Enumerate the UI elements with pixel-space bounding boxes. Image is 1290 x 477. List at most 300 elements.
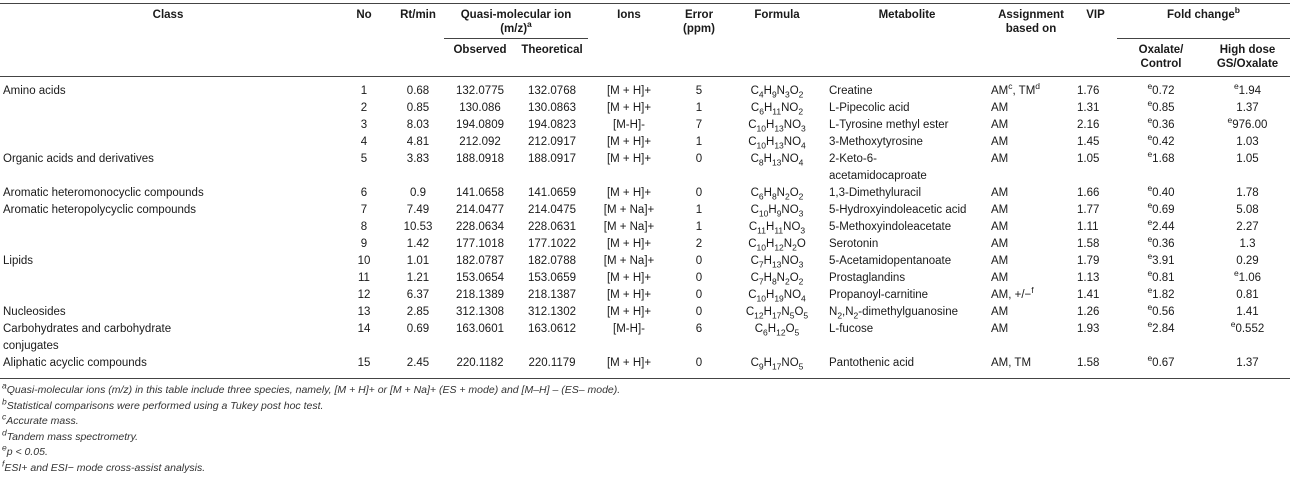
formula-part: 4 [801,140,806,151]
metabolite-text: 1,3-Dimethyluracil [829,187,922,199]
header-quasi-unit: (m/z) [500,23,528,35]
header-assignment [988,4,1074,77]
formula-part: H [768,204,777,216]
formula [728,253,826,270]
formula-part: NO [781,255,799,267]
class-cell: Lipids [3,255,34,267]
footnote-mark: b [2,396,7,406]
fold-change-high-dose-value: 1.05 [1236,153,1259,165]
fold-change-high-dose-value: 1.03 [1236,136,1259,148]
fold-change-oxalate-value: 0.81 [1152,272,1175,284]
error-ppm: 0 [695,153,703,165]
formula-part: N [776,187,785,199]
metabolite-name [826,321,988,355]
formula-part: 17 [771,310,782,321]
formula-part: H [763,357,772,369]
assignment [988,185,1074,202]
formula-part: 2 [784,276,790,287]
fold-change-oxalate [1117,355,1205,379]
error-ppm: 0 [695,187,703,199]
observed-mz: 177.1018 [456,238,504,250]
row-number: 13 [357,306,371,318]
fold-change-high-dose [1205,185,1290,202]
theoretical-mz: 194.0823 [528,119,576,131]
row-number: 3 [360,119,368,131]
assignment [988,202,1074,219]
formula-part: H [766,136,775,148]
ion-type: [M + H]+ [606,153,652,165]
ion-type: [M + H]+ [606,85,652,97]
fold-change-high-dose-value: 1.94 [1238,85,1262,97]
error-ppm: 5 [695,85,703,97]
formula-part: N [781,306,790,318]
formula-part: 2 [798,89,804,100]
formula-part: H [766,238,775,250]
formula-part: C [748,136,757,148]
formula-part: 9 [771,89,777,100]
formula-part: 7 [758,276,764,287]
table-row [0,253,1290,270]
retention-time: 7.49 [406,204,430,216]
metabolite-name [826,134,988,151]
metabolite-text: Creatine [829,85,873,97]
fold-change-high-dose-value: 976.00 [1232,119,1268,131]
fold-change-oxalate-value: 2.44 [1152,221,1175,233]
metabolite-name [826,304,988,321]
formula-part: 6 [759,106,764,117]
ion-type: [M + Na]+ [603,255,655,267]
formula-part: C [750,204,759,216]
formula-part: N [783,238,793,250]
header-observed: Observed [453,44,507,56]
fold-change-oxalate [1117,321,1205,355]
header-quasi-label: Quasi-molecular ion [460,9,572,21]
fold-change-oxalate-value: 0.36 [1152,238,1175,250]
metabolite-text: Prostaglandins [829,272,906,284]
retention-time: 1.01 [406,255,430,267]
header-highdose-line1: High dose [1219,44,1276,56]
assignment-text: AM [991,323,1009,335]
fold-change-high-dose [1205,202,1290,219]
formula-part: O [789,187,799,199]
formula-part: 9 [758,361,764,372]
significance-mark: e [1147,115,1153,126]
fold-change-high-dose [1205,321,1290,355]
assignment [988,100,1074,117]
metabolite-name [826,202,988,219]
formula [728,151,826,185]
row-number: 7 [360,204,368,216]
header-assignment-line2: based on [1005,23,1057,35]
header-oxalate-control [1117,39,1205,77]
class-cell: Aliphatic acyclic compounds [0,355,336,379]
formula-part: C [754,323,764,335]
assignment [988,304,1074,321]
class-cell: Organic acids and derivatives [3,153,154,165]
formula-part: 11 [757,225,766,236]
formula-part: H [766,119,775,131]
header-ions: Ions [588,4,670,77]
observed-mz: 130.086 [459,102,501,114]
theoretical-mz: 218.1387 [528,289,576,301]
formula [728,355,826,379]
formula-part: 3 [798,208,804,219]
metabolite-text: L-Tyrosine methyl ester [829,119,949,131]
fold-change-high-dose-value: 5.08 [1236,204,1259,216]
significance-mark: e [1147,183,1153,194]
footnote [2,411,1142,430]
footnote [2,458,1142,477]
table-row [0,151,1290,185]
ion-type: [M + H]+ [606,187,652,199]
row-number: 8 [360,221,368,233]
header-oxalate-line1: Oxalate/ [1138,44,1184,56]
formula-part: 13 [774,123,784,134]
formula-part: H [763,255,772,267]
header-error [670,4,728,77]
class-cell [0,117,336,134]
fold-change-high-dose-value: 0.29 [1236,255,1259,267]
formula-part: 12 [774,242,784,253]
formula [728,185,826,202]
assignment [988,287,1074,304]
retention-time: 10.53 [403,221,433,233]
theoretical-mz: 153.0659 [528,272,576,284]
header-highdose-line2: GS/Oxalate [1216,58,1279,70]
metabolite-part: N [829,306,838,318]
header-fold-sup: b [1234,5,1240,16]
retention-time: 3.83 [406,153,430,165]
footnote-mark: c [2,411,7,422]
formula-part: H [766,221,775,233]
assignment [988,253,1074,270]
fold-change-oxalate [1117,236,1205,253]
row-number: 4 [360,136,368,148]
formula-part: C [748,119,757,131]
significance-mark: e [1147,98,1153,109]
header-theoretical: Theoretical [521,44,583,56]
footnote-text: Statistical comparisons were performed using a Tukey post hoc test. [6,399,324,412]
theoretical-mz: 182.0788 [528,255,576,267]
formula-part: H [766,289,775,301]
formula [728,321,826,355]
table-body [0,77,1290,379]
retention-time: 0.9 [410,187,426,199]
retention-time: 1.42 [406,238,430,250]
theoretical-mz: 132.0768 [528,85,576,97]
metabolite-text: 5-Methoxyindoleacetate [829,221,952,233]
ion-type: [M-H]- [613,323,645,335]
assignment-text: AM [991,204,1009,216]
footnote-mark: a [2,380,7,391]
table-row [0,185,1290,202]
fold-change-oxalate [1117,202,1205,219]
formula-part: 9 [776,208,782,219]
footnote-mark: e [2,442,7,453]
formula-part: NO [783,289,802,301]
formula-part: H [763,272,772,284]
significance-mark: e [1147,268,1153,279]
fold-change-oxalate [1117,304,1205,321]
footnote [2,427,1142,446]
fold-change-high-dose [1205,355,1290,379]
fold-change-oxalate-value: 0.42 [1152,136,1175,148]
vip-score: 1.93 [1077,323,1100,335]
header-error-label: Error [684,9,714,21]
error-ppm: 7 [695,119,703,131]
metabolite-text: 2-Keto-6- [829,153,877,165]
assignment-text: AM [991,255,1009,267]
formula-part: 7 [758,259,764,270]
ion-type: [M + H]+ [588,355,670,379]
fold-change-oxalate-value: 3.91 [1152,255,1175,267]
formula [728,236,826,253]
significance-mark: e [1147,149,1153,160]
header-class: Class [0,4,336,77]
footnote-text: ESI+ and ESI− mode cross-assist analysis. [4,461,206,474]
vip-score: 1.41 [1077,289,1100,301]
fold-change-oxalate [1117,100,1205,117]
vip-score: 1.31 [1077,102,1100,114]
class-cell: Amino acids [3,85,66,97]
table-row [0,77,1290,101]
formula-part: 2 [784,191,790,202]
observed-mz: 218.1389 [456,289,504,301]
assignment-sup: f [1031,285,1034,296]
footnote-text: Tandem mass spectrometry. [6,430,139,443]
header-fold-label: Fold change [1167,9,1235,21]
significance-mark: e [1147,200,1153,211]
formula-part: O [785,323,795,335]
theoretical-mz: 212.0917 [528,136,576,148]
header-quasi-sup: a [527,19,532,30]
metabolite-name [826,287,988,304]
formula-part: O [789,272,799,284]
formula-part: H [763,102,773,114]
vip-score: 1.58 [1074,355,1117,379]
metabolite-name [826,77,988,101]
row-number: 10 [357,255,371,267]
fold-change-oxalate-value: 1.68 [1152,153,1175,165]
fold-change-oxalate [1117,287,1205,304]
retention-time: 8.03 [406,119,430,131]
assignment-text: AM [991,272,1009,284]
formula-part: 10 [758,208,769,219]
assignment-text: AM [991,238,1009,250]
formula [728,100,826,117]
formula-part: NO [781,204,799,216]
formula-part: NO [783,221,801,233]
assignment-text: AM [991,102,1009,114]
footnote-text: Accurate mass. [6,415,79,427]
header-quasi-molecular-ion [444,4,588,39]
observed-mz: 312.1308 [456,306,504,318]
class-cell: Aromatic heteropolycyclic compounds [3,204,197,216]
assignment-text: AM [991,136,1009,148]
retention-time: 6.37 [406,289,430,301]
assignment-text: AM [991,153,1009,165]
theoretical-mz: 188.0917 [528,153,576,165]
footnote-text: p < 0.05. [6,446,48,458]
assignment [988,134,1074,151]
formula-part: 2 [798,191,804,202]
formula-part: 13 [774,140,784,151]
row-number: 6 [360,187,368,199]
formula-part: C [748,238,757,250]
significance-mark: e [1233,268,1239,279]
class-cell [0,236,336,253]
formula-part: O [796,238,806,250]
fold-change-oxalate-value: 0.69 [1152,204,1175,216]
ion-type: [M + Na]+ [603,221,655,233]
formula [728,270,826,287]
vip-score: 1.58 [1077,238,1100,250]
formula-part: 3 [801,123,806,134]
observed-mz: 153.0654 [456,272,504,284]
fold-change-oxalate-value: 0.36 [1152,119,1175,131]
class-cell [0,270,336,287]
table-row [0,270,1290,287]
observed-mz: 163.0601 [456,323,504,335]
table-row [0,134,1290,151]
vip-score: 1.45 [1077,136,1100,148]
class-cell: Nucleosides [3,306,66,318]
retention-time: 0.69 [406,323,430,335]
formula-part: H [763,306,772,318]
formula-part: 8 [771,276,777,287]
metabolite-part: 2 [853,310,859,321]
ion-type: [M + H]+ [606,136,652,148]
vip-score: 2.16 [1077,119,1100,131]
class-cell [0,287,336,304]
significance-mark: e [1227,115,1233,126]
table-row [0,219,1290,236]
observed-mz: 214.0477 [456,204,504,216]
row-number: 2 [360,102,368,114]
fold-change-high-dose-value: 0.552 [1235,323,1265,335]
formula-part: 4 [758,89,764,100]
fold-change-high-dose-value: 1.78 [1236,187,1259,199]
formula-part: NO [783,119,802,131]
significance-mark: e [1147,353,1153,364]
error-ppm: 1 [695,221,703,233]
assignment-text: AM [991,119,1009,131]
class-text-line2: conjugates [3,340,59,352]
formula-part: 12 [776,327,786,338]
vip-score: 1.76 [1077,85,1100,97]
assignment-text: AM, TM [991,357,1032,369]
assignment-sup: c [1008,81,1013,92]
assignment-text: AM [991,221,1009,233]
row-number: 11 [358,272,370,284]
fold-change-oxalate-value: 1.82 [1152,289,1175,301]
class-cell: Aromatic heteromonocyclic compounds [3,187,204,199]
formula-part: O [794,306,804,318]
significance-mark: e [1230,319,1236,330]
significance-mark: e [1147,217,1153,228]
formula-part: 11 [772,106,782,117]
table-row [0,287,1290,304]
row-number: 14 [357,323,371,335]
error-ppm: 0 [695,289,703,301]
formula [728,134,826,151]
significance-mark: e [1147,81,1153,92]
formula-part: 3 [784,89,790,100]
table-row [0,321,1290,355]
theoretical-mz: 228.0631 [528,221,576,233]
fold-change-oxalate [1117,134,1205,151]
row-number: 12 [357,289,371,301]
vip-score: 1.11 [1077,221,1099,233]
fold-change-high-dose [1205,100,1290,117]
retention-time: 0.68 [406,85,430,97]
fold-change-oxalate [1117,117,1205,134]
formula-part: 13 [771,259,782,270]
error-ppm: 0 [670,355,728,379]
class-cell [0,321,336,355]
assignment-text: AM, +/− [991,289,1032,301]
header-vip: VIP [1074,4,1117,77]
metabolite-name [826,185,988,202]
formula-part: 5 [789,310,795,321]
vip-score: 1.79 [1077,255,1100,267]
metabolite-name [826,151,988,185]
theoretical-mz: 214.0475 [528,204,576,216]
significance-mark: e [1147,234,1153,245]
fold-change-oxalate [1117,77,1205,101]
retention-time: 4.81 [406,136,430,148]
table-row [0,236,1290,253]
theoretical-mz: 141.0659 [528,187,576,199]
formula-part: O [789,85,799,97]
formula-part: 11 [774,225,784,236]
formula-part: NO [781,102,799,114]
fold-change-oxalate [1117,185,1205,202]
header-assignment-line1: Assignment [998,9,1064,21]
theoretical-mz: 130.0863 [528,102,576,114]
formula-part: 3 [798,259,804,270]
observed-mz: 212.092 [459,136,501,148]
fold-change-oxalate [1117,253,1205,270]
metabolite-text: Serotonin [829,238,879,250]
assignment-sup-2: d [1035,81,1041,92]
fold-change-high-dose [1205,270,1290,287]
footnote [2,442,1142,461]
metabolite-text: L-Pipecolic acid [829,102,910,114]
metabolite-text: 3-Methoxytyrosine [829,136,923,148]
metabolite-name [826,100,988,117]
metabolite-name [826,236,988,253]
theoretical-mz: 163.0612 [528,323,576,335]
formula-part: 2 [798,276,804,287]
formula-part: N [776,85,785,97]
assignment [988,117,1074,134]
formula-part: NO [783,136,802,148]
formula-part: 10 [756,123,766,134]
formula-part: 4 [798,157,804,168]
significance-mark: e [1233,81,1239,92]
metabolite-name [826,253,988,270]
fold-change-oxalate-value: 2.84 [1152,323,1175,335]
footnote-mark: f [2,458,5,468]
table-row [0,117,1290,134]
significance-mark: e [1147,251,1153,262]
formula-part: NO [781,357,799,369]
fold-change-oxalate-value: 0.40 [1152,187,1175,199]
formula-part: 17 [771,361,782,372]
ion-type: [M + H]+ [606,102,652,114]
class-cell [0,100,336,117]
